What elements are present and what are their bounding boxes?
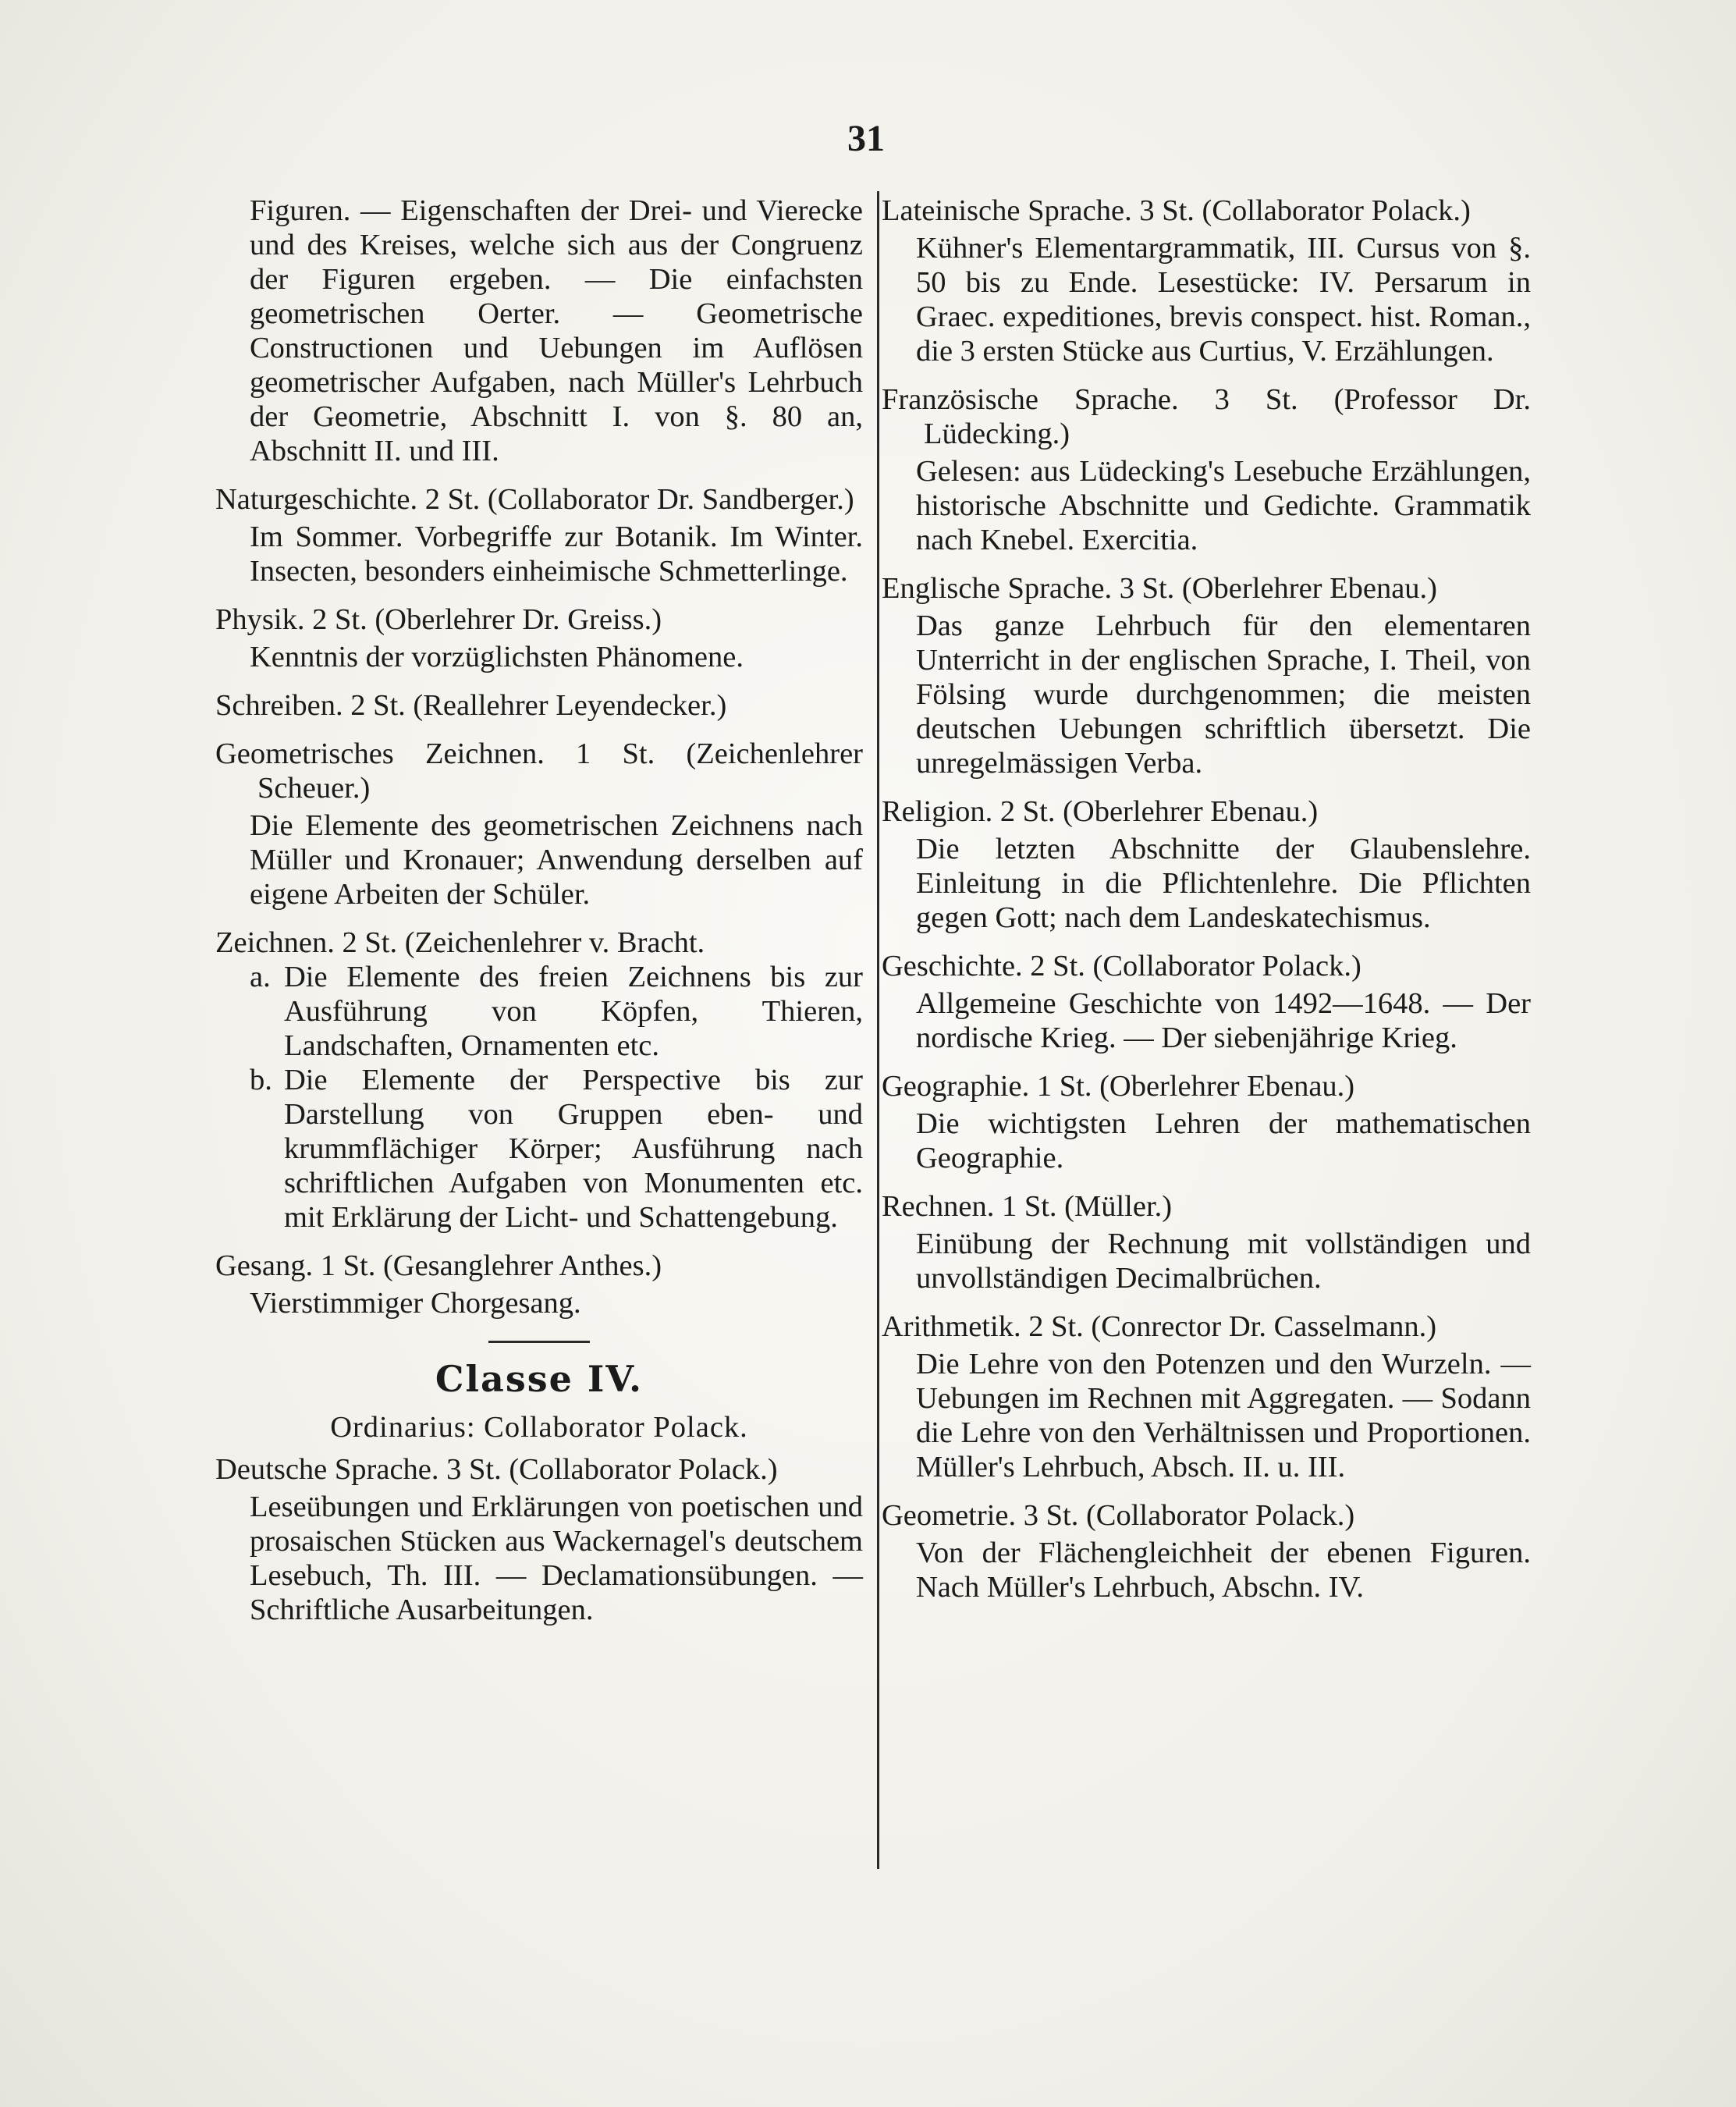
section-heading: Gesang. 1 St. (Gesanglehrer Anthes.)	[215, 1249, 662, 1282]
section-religion	[882, 794, 1531, 935]
section-geometrisches-zeichnen	[215, 737, 863, 911]
section-body: Leseübungen und Erklärungen von poetischen und prosaischen Stücken aus Wackernagel's deutschem Lesebuch, Th. III. — Declamationsübungen. — Schriftliche Ausarbeitungen.	[250, 1491, 863, 1626]
column-divider	[877, 191, 879, 1869]
left-intro-section	[215, 194, 863, 468]
section-naturgeschichte	[215, 482, 863, 588]
section-body: Einübung der Rechnung mit vollständigen und unvollständigen Decimalbrüchen.	[916, 1228, 1531, 1295]
section-schreiben	[215, 688, 863, 723]
section-heading: Geometrie. 3 St. (Collaborator Polack.)	[882, 1499, 1355, 1532]
classe-title: Classe IV.	[435, 1358, 644, 1400]
section-heading: Rechnen. 1 St. (Müller.)	[882, 1190, 1173, 1223]
section-body: Allgemeine Geschichte von 1492—1648. — Der nordische Krieg. — Der siebenjährige Krieg.	[916, 987, 1531, 1054]
section-heading: Französische Sprache. 3 St. (Professor Dr. Lüdecking.)	[882, 383, 1531, 450]
section-arithmetik	[882, 1309, 1531, 1484]
section-lateinische-sprache	[882, 194, 1531, 368]
section-body: Gelesen: aus Lüdecking's Lesebuche Erzählungen, historische Abschnitte und Gedichte. Grammatik nach Knebel. Exercitia.	[916, 455, 1531, 556]
section-heading: Geschichte. 2 St. (Collaborator Polack.)	[882, 950, 1361, 982]
section-body: Im Sommer. Vorbegriffe zur Botanik. Im Winter. Insecten, besonders einheimische Schmetterlinge.	[250, 521, 863, 588]
section-heading: Physik. 2 St. (Oberlehrer Dr. Greiss.)	[215, 603, 662, 636]
section-heading: Arithmetik. 2 St. (Conrector Dr. Casselmann.)	[882, 1310, 1437, 1343]
section-body: Vierstimmiger Chorgesang.	[250, 1287, 581, 1320]
section-geometrie	[882, 1498, 1531, 1604]
list-marker: b.	[250, 1064, 272, 1096]
list-item	[215, 1063, 863, 1235]
section-rechnen	[882, 1189, 1531, 1295]
section-gesang	[215, 1249, 863, 1320]
section-body: Die Lehre von den Potenzen und den Wurzeln. — Uebungen im Rechnen mit Aggregaten. — Sodann die Lehre von den Verhältnissen und Proportionen. Müller's Lehrbuch, Absch. II. u. III.	[916, 1348, 1531, 1483]
section-heading: Religion. 2 St. (Oberlehrer Ebenau.)	[882, 795, 1319, 828]
section-geographie	[882, 1069, 1531, 1175]
section-heading: Naturgeschichte. 2 St. (Collaborator Dr. Sandberger.)	[215, 483, 854, 516]
right-column	[882, 194, 1531, 1618]
separator-rule	[488, 1341, 590, 1343]
section-heading: Schreiben. 2 St. (Reallehrer Leyendecker.)	[215, 689, 727, 722]
section-body: Von der Flächengleichheit der ebenen Figuren. Nach Müller's Lehrbuch, Abschn. IV.	[916, 1537, 1531, 1604]
section-body: Kenntnis der vorzüglichsten Phänomene.	[250, 641, 744, 673]
section-body: Kühner's Elementargrammatik, III. Cursus von §. 50 bis zu Ende. Lesestücke: IV. Persarum in Graec. expeditiones, brevis conspect. hist. Roman., die 3 ersten Stücke aus Curtius, V. Erzählungen.	[916, 232, 1531, 368]
section-heading: Geographie. 1 St. (Oberlehrer Ebenau.)	[882, 1070, 1355, 1103]
section-heading: Geometrisches Zeichnen. 1 St. (Zeichenlehrer Scheuer.)	[215, 737, 863, 805]
ordinarius-line: Ordinarius: Collaborator Polack.	[330, 1411, 748, 1444]
section-franzoesische-sprache	[882, 382, 1531, 557]
section-heading: Zeichnen. 2 St. (Zeichenlehrer v. Bracht.	[215, 926, 705, 959]
section-englische-sprache	[882, 571, 1531, 780]
page-number: 31	[847, 118, 885, 159]
section-geschichte	[882, 949, 1531, 1055]
left-column	[215, 194, 863, 1641]
section-deutsche-sprache	[215, 1452, 863, 1627]
list-text: Die Elemente des freien Zeichnens bis zur Ausführung von Köpfen, Thieren, Landschaften, Ornamenten etc.	[284, 961, 863, 1062]
list-text: Die Elemente der Perspective bis zur Darstellung von Gruppen eben- und krummflächiger Körper; Ausführung nach schriftlichen Aufgaben von Monumenten etc. mit Erklärung der Licht- und Schattengebung.	[284, 1064, 863, 1234]
section-body: Die Elemente des geometrischen Zeichnens nach Müller und Kronauer; Anwendung derselben auf eigene Arbeiten der Schüler.	[250, 809, 863, 911]
section-physik	[215, 602, 863, 674]
section-heading: Deutsche Sprache. 3 St. (Collaborator Polack.)	[215, 1453, 778, 1486]
section-body: Die letzten Abschnitte der Glaubenslehre. Einleitung in die Pflichtenlehre. Die Pflichten gegen Gott; nach dem Landeskatechismus.	[916, 833, 1531, 934]
list-marker: a.	[250, 961, 271, 993]
section-heading: Englische Sprache. 3 St. (Oberlehrer Ebenau.)	[882, 572, 1437, 605]
intro-paragraph: Figuren. — Eigenschaften der Drei- und Vierecke und des Kreises, welche sich aus der Congruenz der Figuren ergeben. — Die einfachsten geometrischen Oerter. — Geometrische Constructionen und Uebungen im Auflösen geometrischer Aufgaben, nach Müller's Lehrbuch der Geometrie, Abschnitt I. von §. 80 an, Abschnitt II. und III.	[250, 194, 863, 467]
section-heading: Lateinische Sprache. 3 St. (Collaborator Polack.)	[882, 194, 1471, 227]
section-body: Die wichtigsten Lehren der mathematischen Geographie.	[916, 1107, 1531, 1174]
section-zeichnen	[215, 926, 863, 1235]
list-item	[215, 960, 863, 1063]
section-body: Das ganze Lehrbuch für den elementaren Unterricht in der englischen Sprache, I. Theil, von Fölsing wurde durchgenommen; die meisten deutschen Uebungen schriftlich übersetzt. Die unregelmässigen Verba.	[916, 609, 1531, 780]
